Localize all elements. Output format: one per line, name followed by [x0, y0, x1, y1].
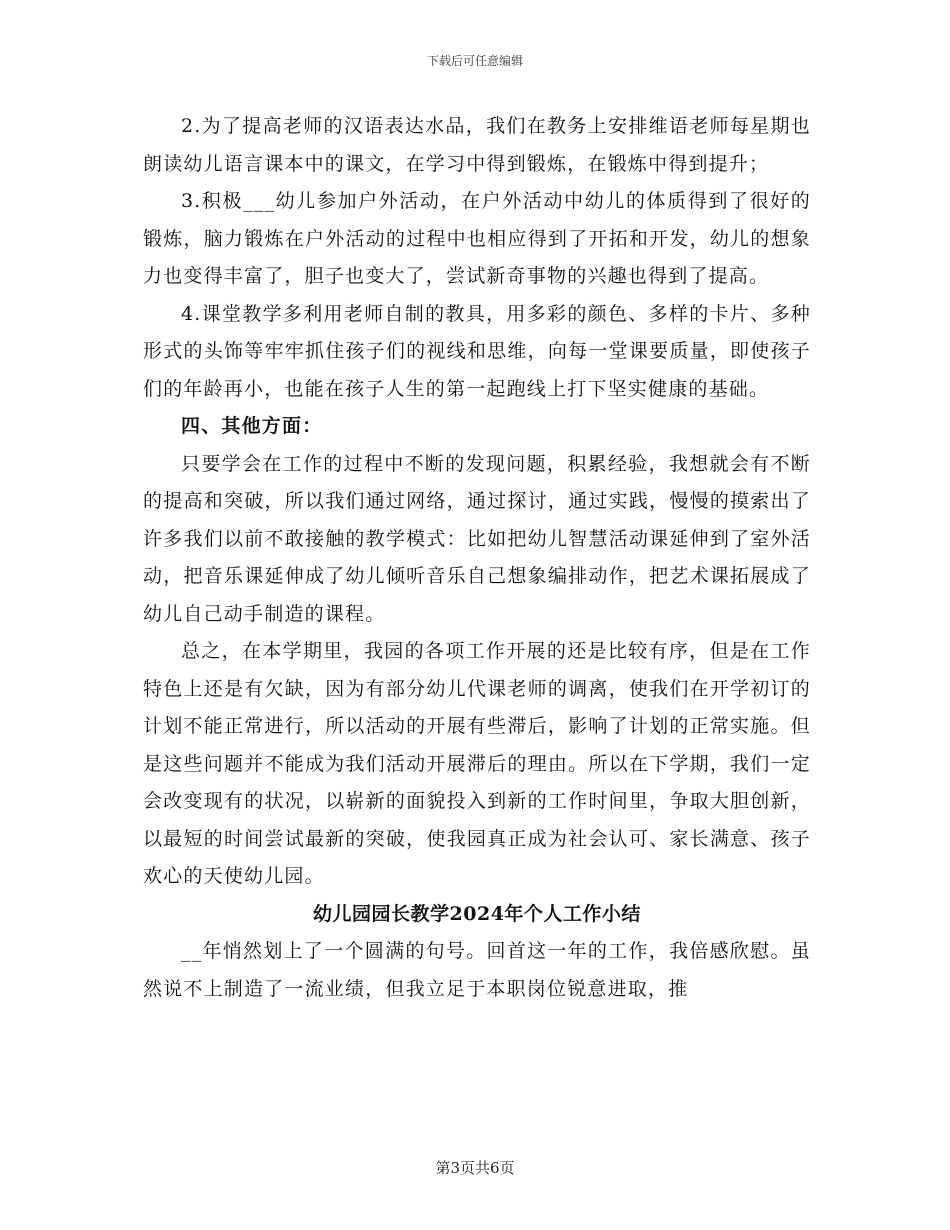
paragraph-intro: __年悄然划上了一个圆满的句号。回首这一年的工作，我倍感欣慰。虽然说不上制造了一流业绩，但我立足于本职岗位锐意进取，推: [143, 940, 811, 1000]
paragraph-item-4: 4.课堂教学多利用老师自制的教具，用多彩的颜色、多样的卡片、多种形式的头饰等牢牢抓住孩子们的视线和思维，向每一堂课要质量，即使孩子们的年龄再小，也能在孩子人生的第一起跑线上打下坚实健康的基础。: [143, 302, 811, 400]
document-body: [143, 108, 811, 1008]
paragraph-summary: 总之，在本学期里，我园的各项工作开展的还是比较有序，但是在工作特色上还是有欠缺，因为有部分幼儿代课老师的调离，使我们在开学初订的计划不能正常进行，所以活动的开展有些滞后，影响了计划的正常实施。但是这些问题并不能成为我们活动开展滞后的理由。所以在下学期，我们一定会改变现有的状况，以崭新的面貌投入到新的工作时间里，争取大胆创新，以最短的时间尝试最新的突破，使我园真正成为社会认可、家长满意、孩子欢心的天使幼儿园。: [143, 640, 811, 887]
page-number: 第3页共6页: [435, 1159, 515, 1177]
section-heading-other: 四、其他方面：: [181, 415, 323, 437]
paragraph-item-2: 2.为了提高老师的汉语表达水品，我们在教务上安排维语老师每星期也朗读幼儿语言课本中的课文，在学习中得到锻炼，在锻炼中得到提升；: [143, 115, 811, 175]
document-title: 幼儿园园长教学2024年个人工作小结: [313, 902, 641, 925]
paragraph-item-3: 3.积极___幼儿参加户外活动，在户外活动中幼儿的体质得到了很好的锻炼，脑力锻炼在户外活动的过程中也相应得到了开拓和开发，幼儿的想象力也变得丰富了，胆子也变大了，尝试新奇事物的兴趣也得到了提高。: [143, 190, 811, 287]
paragraph-other-aspects: 只要学会在工作的过程中不断的发现问题，积累经验，我想就会有不断的提高和突破，所以我们通过网络，通过探讨，通过实践，慢慢的摸索出了许多我们以前不敢接触的教学模式：比如把幼儿智慧活动课延伸到了室外活动，把音乐课延伸成了幼儿倾听音乐自己想象编排动作，把艺术课拓展成了幼儿自己动手制造的课程。: [143, 452, 811, 625]
page-header: 下载后可任意编辑: [426, 54, 523, 68]
